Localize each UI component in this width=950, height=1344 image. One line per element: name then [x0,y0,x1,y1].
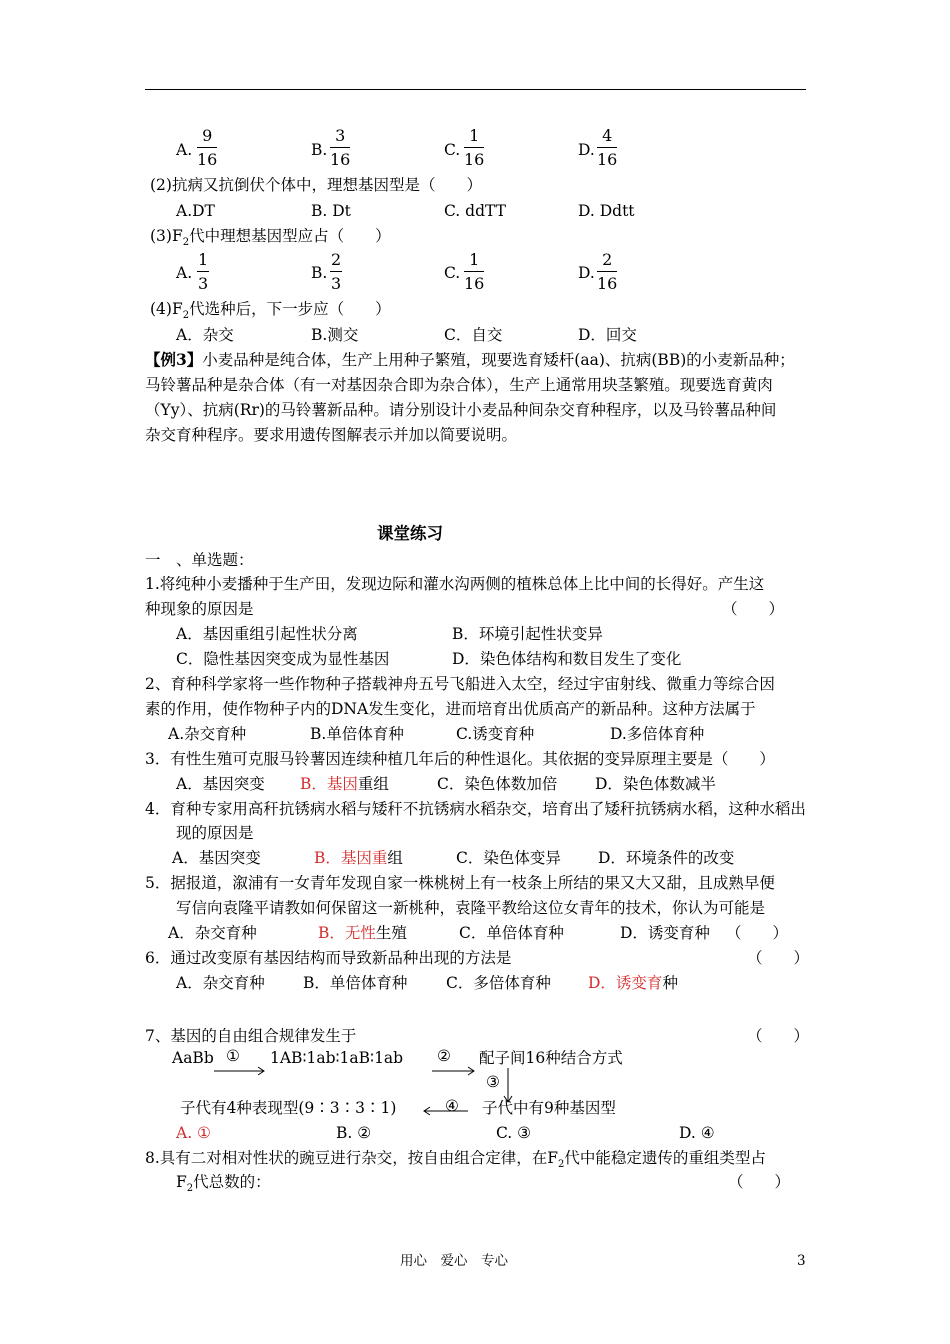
p5-line-2: 写信向袁隆平请教如何保留这一新桃种，袁隆平教给这位女青年的技术，你认为可能是 [176,899,766,917]
numerator: 3 [335,126,346,145]
p5-answer-paren: （ ） [726,924,789,942]
q3-stem-a: (3)F [150,227,183,245]
p5-option-d: D．诱变育种 [620,924,710,942]
q3-stem [150,229,391,248]
p1-option-c: C．隐性基因突变成为显性基因 [176,650,390,668]
q4-option-b: B.测交 [311,326,359,344]
diagram-step-1: ① [226,1047,240,1065]
p6-answer-paren: （ ） [747,949,810,967]
p8-line-1 [145,1151,766,1170]
section-subtitle: 一 、单选题： [145,551,254,569]
q3-option-a-letter: A. [176,264,193,282]
p5-option-b-rest: 生殖 [375,924,407,942]
q3-option-b-fraction [330,252,342,292]
p5-line-1: 5．据报道，溆浦有一女青年发现自家一株桃树上有一枝条上所结的果又大又甜，且成熟早便 [145,874,775,892]
diagram-combinations: 配子间16种结合方式 [479,1049,623,1067]
numerator: 9 [202,126,213,145]
p7-answer-paren: （ ） [747,1027,810,1045]
p6-line: 6．通过改变原有基因结构而导致新品种出现的方法是 [145,949,512,967]
p7-option-b: B. ② [336,1124,372,1142]
p8-line-1-sub: 2 [558,1159,565,1171]
p8-answer-paren: （ ） [728,1173,791,1191]
q4-option-a: A．杂交 [176,326,234,344]
p2-option-b: B.单倍体育种 [310,725,404,743]
q3-option-d-letter: D. [578,264,595,282]
denominator: 16 [464,150,485,169]
q1-option-b-fraction [330,128,350,168]
example3-line-3: （Yy）、抗病(Rr)的马铃薯新品种。请分别设计小麦品种间杂交育种程序，以及马铃薯品种间 [145,401,777,419]
diagram-phenotypes: 子代有4种表现型(9∶3∶3∶1) [180,1099,397,1117]
p4-line-2: 现的原因是 [176,824,254,842]
p8-line-2-sub: 2 [186,1183,194,1195]
q2-option-d: D. Ddtt [578,202,635,220]
p1-line-2: 种现象的原因是 [145,600,254,618]
diagram-step-3: ③ [486,1073,500,1091]
denominator: 16 [197,150,218,169]
p7-line: 7、基因的自由组合规律发生于 [145,1027,357,1045]
diagram-genotypes: 子代中有9种基因型 [482,1099,616,1117]
p2-line-1: 2、育种科学家将一些作物种子搭载神舟五号飞船进入太空，经过宇宙射线、微重力等综合因 [145,675,775,693]
q2-option-a: A.DT [176,202,215,220]
q3-stem-sub: 2 [182,237,190,249]
p3-option-a: A．基因突变 [176,775,265,793]
p5-option-b [318,926,407,942]
p1-option-d: D．染色体结构和数目发生了变化 [452,650,682,668]
q1-option-c-letter: C. [444,141,461,159]
q4-stem [150,302,391,321]
q4-option-d: D．回交 [578,326,637,344]
p8-line-2-b: 代总数的： [193,1173,271,1191]
p3-line: 3．有性生殖可克服马铃薯因连续种植几年后的种性退化。其依据的变异原理主要是（ ） [145,750,775,768]
p6-option-d [588,976,678,992]
denominator: 16 [597,150,618,169]
example3-line-4: 杂交育种程序。要求用遗传图解表示并加以简要说明。 [145,426,518,444]
q3-option-d-fraction [597,252,617,292]
diagram-step-2: ② [437,1047,451,1065]
p6-option-c: C．多倍体育种 [446,974,551,992]
example3-text-1: 小麦品种是纯合体，生产上用种子繁殖，现要选育矮杆(aa)、抗病(BB)的小麦新品种； [202,351,795,369]
p6-option-d-rest: 种 [662,974,678,992]
arrow-right-icon [432,1066,478,1076]
example3-label: 【例3】 [145,350,203,369]
q3-stem-b: 代中理想基因型应占（ ） [189,227,391,245]
p3-option-c: C．染色体数加倍 [437,775,558,793]
section-title: 课堂练习 [377,524,443,543]
p1-option-b: B．环境引起性状变异 [452,625,603,643]
p2-line-2: 素的作用，使作物种子内的DNA发生变化，进而培育出优质高产的新品种。这种方法属于 [145,700,756,718]
q3-option-b-letter: B. [311,264,328,282]
denominator: 16 [597,274,618,293]
p2-option-d: D.多倍体育种 [610,725,705,743]
p6-option-b: B．单倍体育种 [303,974,408,992]
q4-stem-a: (4)F [150,300,183,318]
q1-option-a-letter: A. [176,141,193,159]
q2-stem: (2)抗病又抗倒伏个体中，理想基因型是（ ） [150,176,482,194]
numerator: 1 [469,250,480,269]
p4-option-d: D．环境条件的改变 [598,849,735,867]
numerator: 1 [198,250,209,269]
q4-stem-b: 代选种后，下一步应（ ） [189,300,391,318]
p2-option-a: A.杂交育种 [168,725,247,743]
p3-option-b-highlight: B．基因 [300,775,358,793]
page-number: 3 [797,1253,806,1269]
footer-motto: 用心 爱心 专心 [400,1253,508,1269]
p1-option-a: A．基因重组引起性状分离 [176,625,358,643]
p8-line-2 [176,1175,271,1194]
q2-option-c: C. ddTT [444,202,506,220]
numerator: 2 [602,250,613,269]
numerator: 4 [602,126,613,145]
numerator: 2 [331,250,342,269]
diagram-aabb: AaBb [172,1049,214,1067]
p3-option-d: D．染色体数减半 [595,775,716,793]
denominator: 16 [330,150,351,169]
p4-option-b-rest: 组 [387,849,403,867]
denominator: 16 [464,274,485,293]
p4-line-1: 4．育种专家用高秆抗锈病水稻与矮秆不抗锈病水稻杂交，培育出了矮秆抗锈病水稻，这种水稻出 [145,800,806,818]
p5-option-a: A．杂交育种 [168,924,257,942]
example3-line-2: 马铃薯品种是杂合体（有一对基因杂合即为杂合体），生产上通常用块茎繁殖。现要选育黄肉 [145,376,773,394]
denominator: 3 [198,274,209,293]
p8-line-1-b: 代中能稳定遗传的重组类型占 [564,1149,766,1167]
p3-option-b [300,777,389,793]
q3-option-c-letter: C. [444,264,461,282]
header-rule [145,89,806,90]
q3-option-c-fraction [464,252,484,292]
q4-option-c: C．自交 [444,326,503,344]
p4-option-b [314,851,403,867]
numerator: 1 [469,126,480,145]
p5-option-b-highlight: B．无性 [318,924,376,942]
q1-option-d-letter: D. [578,141,595,159]
q3-option-a-fraction [197,252,209,292]
arrow-right-icon [214,1066,268,1076]
p4-option-b-highlight: B．基因重 [314,849,388,867]
diagram-step-4: ④ [445,1097,459,1115]
p7-option-a: A. ① [176,1124,211,1142]
q1-option-b-letter: B. [311,141,328,159]
p6-option-d-highlight: D．诱变育 [588,974,663,992]
p1-answer-paren: （ ） [722,600,785,618]
q4-stem-sub: 2 [182,310,190,322]
p2-option-c: C.诱变育种 [456,725,535,743]
p4-option-c: C．染色体变异 [456,849,561,867]
q1-option-d-fraction [597,128,617,168]
p1-line-1: 1.将纯种小麦播种于生产田，发现边际和灌水沟两侧的植株总体上比中间的长得好。产生这 [145,575,765,593]
p3-option-b-rest: 重组 [357,775,389,793]
diagram-gametes: 1AB∶1ab∶1aB∶1ab [270,1049,404,1067]
example3-line-1 [145,352,795,369]
p6-option-a: A．杂交育种 [176,974,265,992]
p5-option-c: C．单倍体育种 [459,924,564,942]
p8-line-1-a: 8.具有二对相对性状的豌豆进行杂交，按自由组合定律，在F [145,1149,559,1167]
p4-option-a: A．基因突变 [172,849,261,867]
denominator: 3 [331,274,342,293]
q2-option-b: B. Dt [311,202,351,220]
p8-line-2-a: F [176,1173,187,1191]
q1-option-c-fraction [464,128,484,168]
q1-option-a-fraction [197,128,217,168]
p7-option-c: C. ③ [496,1124,532,1142]
p7-option-d: D. ④ [679,1124,715,1142]
